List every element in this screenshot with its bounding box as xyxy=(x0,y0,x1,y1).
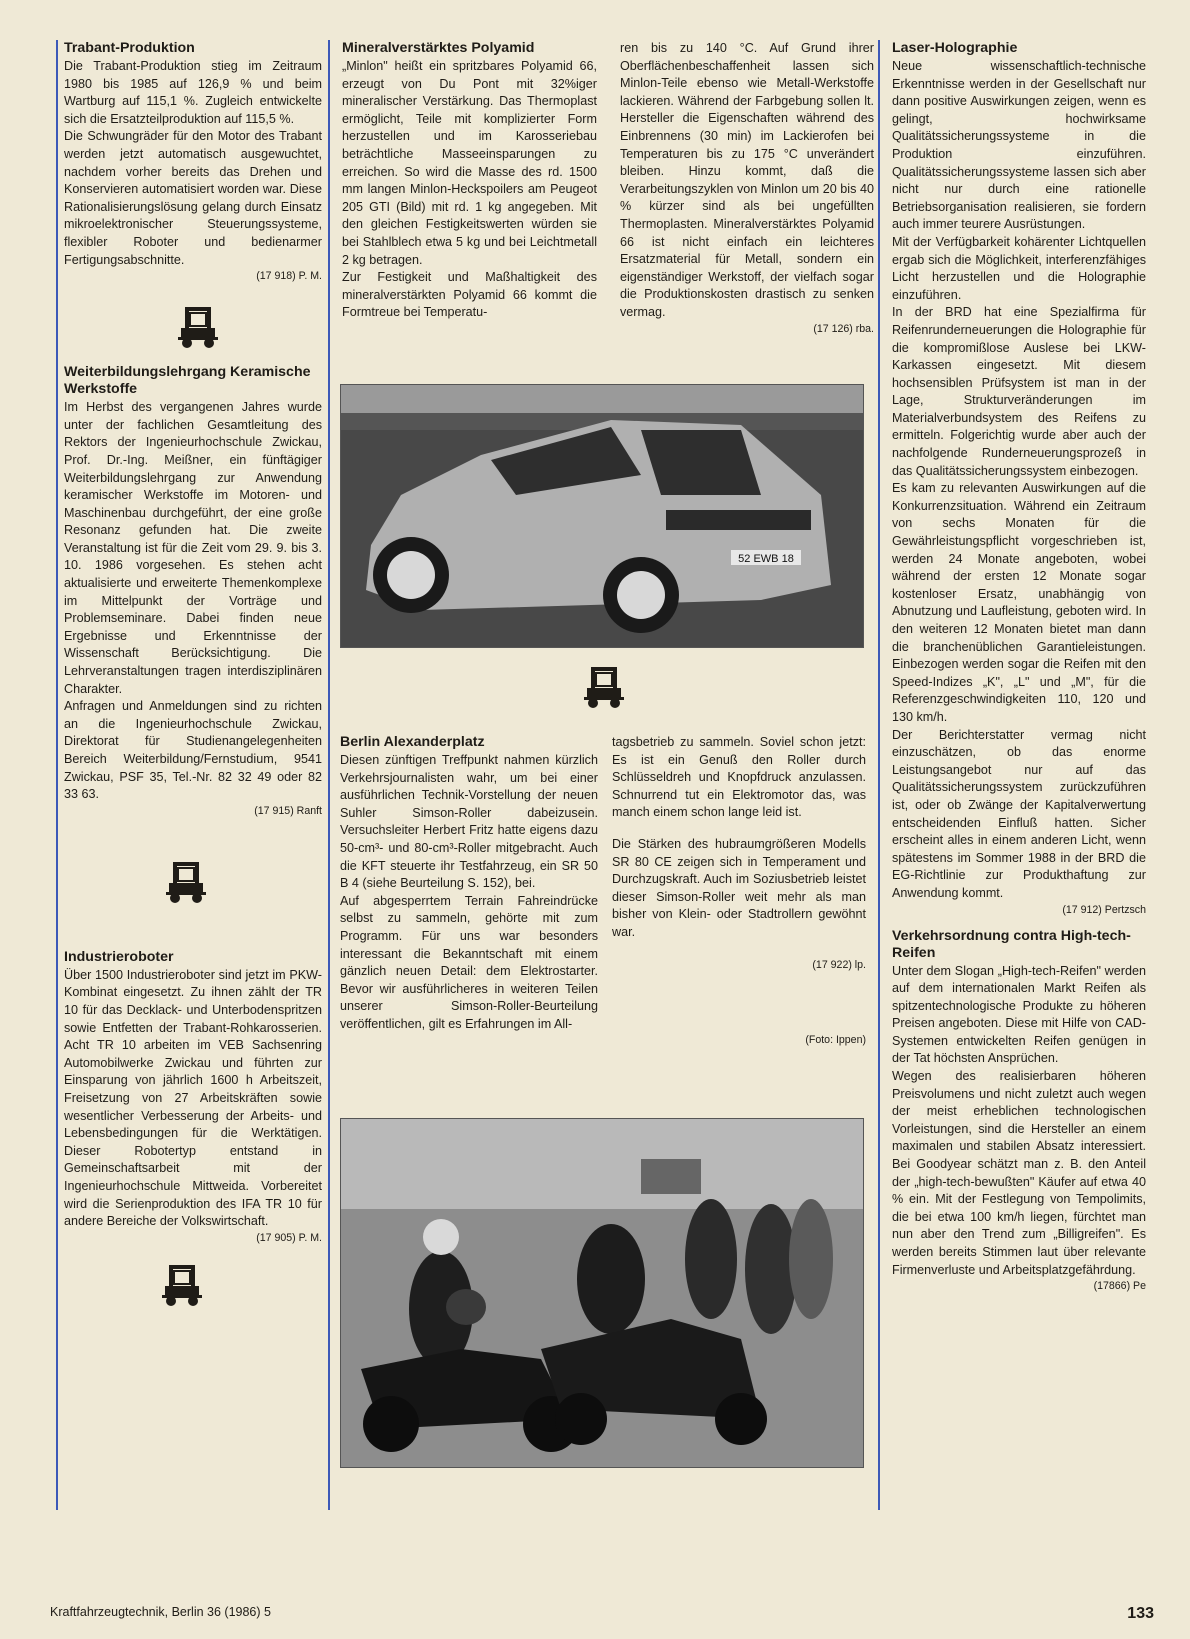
car-photo xyxy=(340,384,864,648)
article-body: tagsbetrieb zu sammeln. Soviel schon jetzt: Es ist ein Genuß den Roller durch Schlüsseldreh und Knopfdruck anzulassen. Schnurrend tut ein Elektromotor das, was manch einem schon lange leid ist. xyxy=(612,735,866,820)
vintage-car-icon xyxy=(164,859,208,907)
article-signature: (17866) Pe xyxy=(1093,1280,1146,1293)
article-signature: (17 126) rba. xyxy=(813,322,874,335)
column-1 xyxy=(64,40,322,1460)
separator xyxy=(64,819,322,949)
article-body: Die Stärken des hubraumgrößeren Modells SR 80 CE zeigen sich in Temperament und Durchzugskraft. Auch im Soziusbetrieb leistet dieser Simson-Roller weit mehr als man bisher von Klein- oder Stadtrollern gewöhnt war. xyxy=(612,836,866,939)
article-body: Im Herbst des vergangenen Jahres wurde unter der fachlichen Gesamtleitung des Rektors der Ingenieurhochschule Zwickau, Prof. Dr.-Ing. Meißner, ein fünftägiger Weiterbildungslehrgang zur Anwendung keramischer Werkstoffe im Motoren- und Maschinenbau durchgeführt, der eine große Resonanz gefunden hat. Die zweite Veranstaltung ist für die Zeit vom 29. 9. bis 3. 10. 1986 vorgesehen. Es stehen acht aktualisierte und erweiterte Themenkomplexe im Mittelpunkt der Vorträge und Problemseminare. Dabei finden neue Ergebnisse und Erkenntnisse der Wissenschaft Berücksichtigung. Die Lehrveranstaltungen tragen interdisziplinären Charakter. Anfragen und Anmeldungen sind zu richten an die Ingenieurhochschule Zwickau, Direktorat für Studienangelegenheiten Bereich Weiterbildung/Fernstudium, 9541 Zwickau, PSF 35, Tel.-Nr. 82 32 49 oder 82 33 63. xyxy=(64,400,322,802)
article-body: Diesen zünftigen Treffpunkt nahmen kürzlich Verkehrsjournalisten wahr, um bei einer ausführlichen Technik-Vorstellung der neuen Suhler Simson-Roller dabeizusein. Versuchsleiter Herbert Fritz hatte eigens dazu 50-cm³- und 80-cm³-Roller mitgebracht. Auch die KFT steuerte ihr Testfahrzeug, ein SR 50 B 4 (siehe Beurteilung S. 152), bei. Auf abgesperrtem Terrain Fahreindrücke selbst zu sammeln, gehörte mit zum Programm. Für uns war besonders interessant die Bekanntschaft mit einem gänzlich neuen Detail: dem Elektrostarter. Bevor wir ausführlicheres in weiteren Teilen unserer Simson-Roller-Beurteilung veröffentlichen, gilt es Erfahrungen im All- xyxy=(340,753,598,1031)
column-2-top xyxy=(342,40,597,370)
article-title: Mineralverstärktes Polyamid xyxy=(342,40,535,56)
column-2-mid xyxy=(340,734,598,1084)
column-4 xyxy=(892,40,1146,1500)
article-signature: (17 905) P. M. xyxy=(256,1231,322,1244)
vintage-car-icon xyxy=(582,664,626,712)
separator xyxy=(64,1246,322,1316)
article-body: Über 1500 Industrieroboter sind jetzt im PKW-Kombinat eingesetzt. Zu ihnen zählt der TR 10 für das Decklack- und Unterbodenspritzen sowie Entfetten der Trabant-Rohkarosserien. Acht TR 10 arbeiten im VEB Sachsenring Automobilwerke Zwickau und führten zur Einsparung von jährlich 1600 h Arbeitszeit, Freisetzung von 27 Arbeitskräften sowie wesentlicher Verbesserung der Arbeits- und Lebensbedingungen für die Werktätigen. Dieser Robotertyp entstand in Gemeinschaftsarbeit mit der Ingenieurhochschule Mittweida. Vorbereitet wird die Serienproduktion des IFA TR 10 für andere Bereiche der Volkswirtschaft. xyxy=(64,967,322,1229)
article-body: Neue wissenschaftlich-technische Erkenntnisse werden in der Gesellschaft nur dann positive Auswirkungen zeigen, wenn es gelingt, hochwirksame Qualitätssicherungssysteme in die Produktion einzuführen. Qualitätssicherungssysteme lassen sich aber nicht nur durch eine rationelle Betriebsorganisation realisieren, sie fordern auch immer teurere Ausrüstungen. Mit der Verfügbarkeit kohärenter Lichtquellen ergab sich die Möglichkeit, interferenzfähiges Licht herzustellen und die Holographie einzuführen. In der BRD hat eine Spezialfirma für Reifenrunderneuerungen die Holographie für die kompromißlose Auslese bei LKW-Karkassen eingesetzt. Mit diesem hochsensiblen Prüfsystem ist man in der Lage, Strukturveränderungen im Materialverbundsystem des Reifens zu ermitteln. Folgerichtig wurde aber auch der nachfolgende Runderneuerungsprozeß in das Qualitätssicherungssystem einbezogen. Es kam zu relevanten Auswirkungen auf die Konkurrenzsituation. Während ein Zeitraum von sechs Monaten für die Gewährleistungspflicht vorgeschrieben ist, werden 24 Monate angeboten, wobei während der ersten 12 Monate sogar kostenloser Ersatz, unabhängig von Abnutzung und Laufleistung, geboten wird. In den weiteren 12 Monaten bietet man dann die branchenüblichen Garantieleistungen. Einbezogen werden sogar die Reifen mit den Speed-Indizes „K", „L" und „M", für die Referenzgeschwindigkeiten 110, 120 und 130 km/h. Der Berichterstatter vermag nicht einzuschätzen, ob das enorme Leistungsangebot nur auf das Qualitätssicherungssystem zurückzuführen ist, oder ob Zwänge der Kapitalverwertung entscheidenden Einfluß hatten. Sicher erscheint alles in einem anderen Licht, wenn spätestens im Sommer 1988 in der BRD die EG-Richtlinie zur Produkthaftung zur Anwendung kommt. xyxy=(892,59,1146,900)
paragraph-gap xyxy=(612,822,866,836)
column-3-top xyxy=(620,40,874,370)
article-signature: (17 922) lp. xyxy=(812,958,866,971)
article-body: Die Trabant-Produktion stieg im Zeitraum 1980 bis 1985 auf 126,9 % und beim Wartburg auf 115,1 %. Zugleich entwickelte sich die Ersatzteilproduktion auf 115,5 %. Die Schwungräder für den Motor des Trabant werden jetzt automatisch ausgewuchtet, nachdem vorher bereits das Drehen und Konservieren automatisiert worden war. Diese Rationalisierungslösung gelang durch Einsatz mikroelektronischer Steuerungssysteme, flexibler Roboter und bedienarmer Fertigungsabschnitte. xyxy=(64,59,322,267)
article-title: Industrieroboter xyxy=(64,948,174,965)
column-3-mid xyxy=(612,734,866,1084)
peugeot-car-image xyxy=(341,385,863,647)
article-title: Trabant-Produktion xyxy=(64,40,195,56)
scooter-photo xyxy=(340,1118,864,1468)
separator xyxy=(64,284,322,364)
vintage-car-icon xyxy=(160,1262,204,1310)
article-body: „Minlon" heißt ein spritzbares Polyamid 66, erzeugt von Du Pont mit 32%iger mineralischer Verstärkung. Das Thermoplast ermöglicht, Teile mit komplizierter Form herzustellen und im Karosseriebau beträchtliche Masseeinsparungen zu erreichen. So wird die Masse des rd. 1500 mm langen Minlon-Heckspoilers am Peugeot 205 GTI (Bild) mit rd. 1 kg angegeben. Mit den gleichen Festigkeitswerten würden sie bei Stahlblech etwa 5 kg und bei Leichtmetall 2 kg betragen. Zur Festigkeit und Maßhaltigkeit des mineralverstärkten Polyamid 66 kommt die Formtreue bei Temperatu- xyxy=(342,59,597,320)
photo-credit: (Foto: Ippen) xyxy=(805,1033,866,1046)
journal-footer: Kraftfahrzeugtechnik, Berlin 36 (1986) 5 xyxy=(50,1605,271,1619)
article-signature: (17 918) P. M. xyxy=(256,270,322,283)
article-body: ren bis zu 140 °C. Auf Grund ihrer Oberflächenbeschaffenheit lassen sich Minlon-Teile ebenso wie Metall-Werkstoffe lackieren. Während der Farbgebung sollen lt. Hersteller die Eigenschaften während des Einbrennens (30 min) im Lackierofen bei Temperaturen bis zu 175 °C unverändert bleiben. Hinzu kommt, daß die Verarbeitungszyklen von Minlon um 20 bis 40 % kürzer sind als bei ungefüllten Thermoplasten. Mineralverstärktes Polyamid 66 ist nicht einfach ein leichteres Ersatzmaterial für Metall, sondern ein eigenständiger Werkstoff, der vielfach sogar die Produktionskosten drastisch zu senken vermag. xyxy=(620,41,874,319)
article-signature: (17 912) Pertzsch xyxy=(1062,903,1146,916)
separator xyxy=(892,918,1146,928)
column-rule xyxy=(56,40,58,1510)
license-plate-text: 52 EWB 18 xyxy=(738,553,794,565)
article-signature: (17 915) Ranft xyxy=(254,804,322,817)
article-title: Verkehrsordnung contra High-tech-Reifen xyxy=(892,927,1131,961)
article-title: Weiterbildungslehrgang Keramische Werkstoffe xyxy=(64,364,311,398)
column-rule xyxy=(878,40,880,1510)
simson-scooter-image xyxy=(341,1119,863,1467)
column-rule xyxy=(328,40,330,1510)
article-title: Laser-Holographie xyxy=(892,40,1018,56)
page-number: 133 xyxy=(1127,1605,1154,1622)
article-title: Berlin Alexanderplatz xyxy=(340,734,485,750)
vintage-car-icon xyxy=(176,304,220,352)
article-body: Unter dem Slogan „High-tech-Reifen" werden auf dem internationalen Markt Reifen als spitzentechnologische Produkte zu höheren Preisen angeboten. Diese mit Hilfe von CAD-Systemen entwickelten Reifen genügen in der Tat höchsten Ansprüchen. Wegen des realisierbaren höheren Preisvolumens und nicht zuletzt auch wegen der meist erheblichen technologischen Vorleistungen, sind die Hersteller an einem maximalen und stabilen Absatz interessiert. Bei Goodyear schätzt man z. B. den Anteil der „high-tech-bewußten" Käufer auf etwa 40 % ein. Mit der Festlegung von Tempolimits, die bei etwa 100 km/h liegen, fürchtet man nun aber den Trend zum „Billigreifen". Es werden bereits Stimmen laut über relevante Firmenverluste und Arbeitsplatzgefährdung. xyxy=(892,963,1146,1277)
